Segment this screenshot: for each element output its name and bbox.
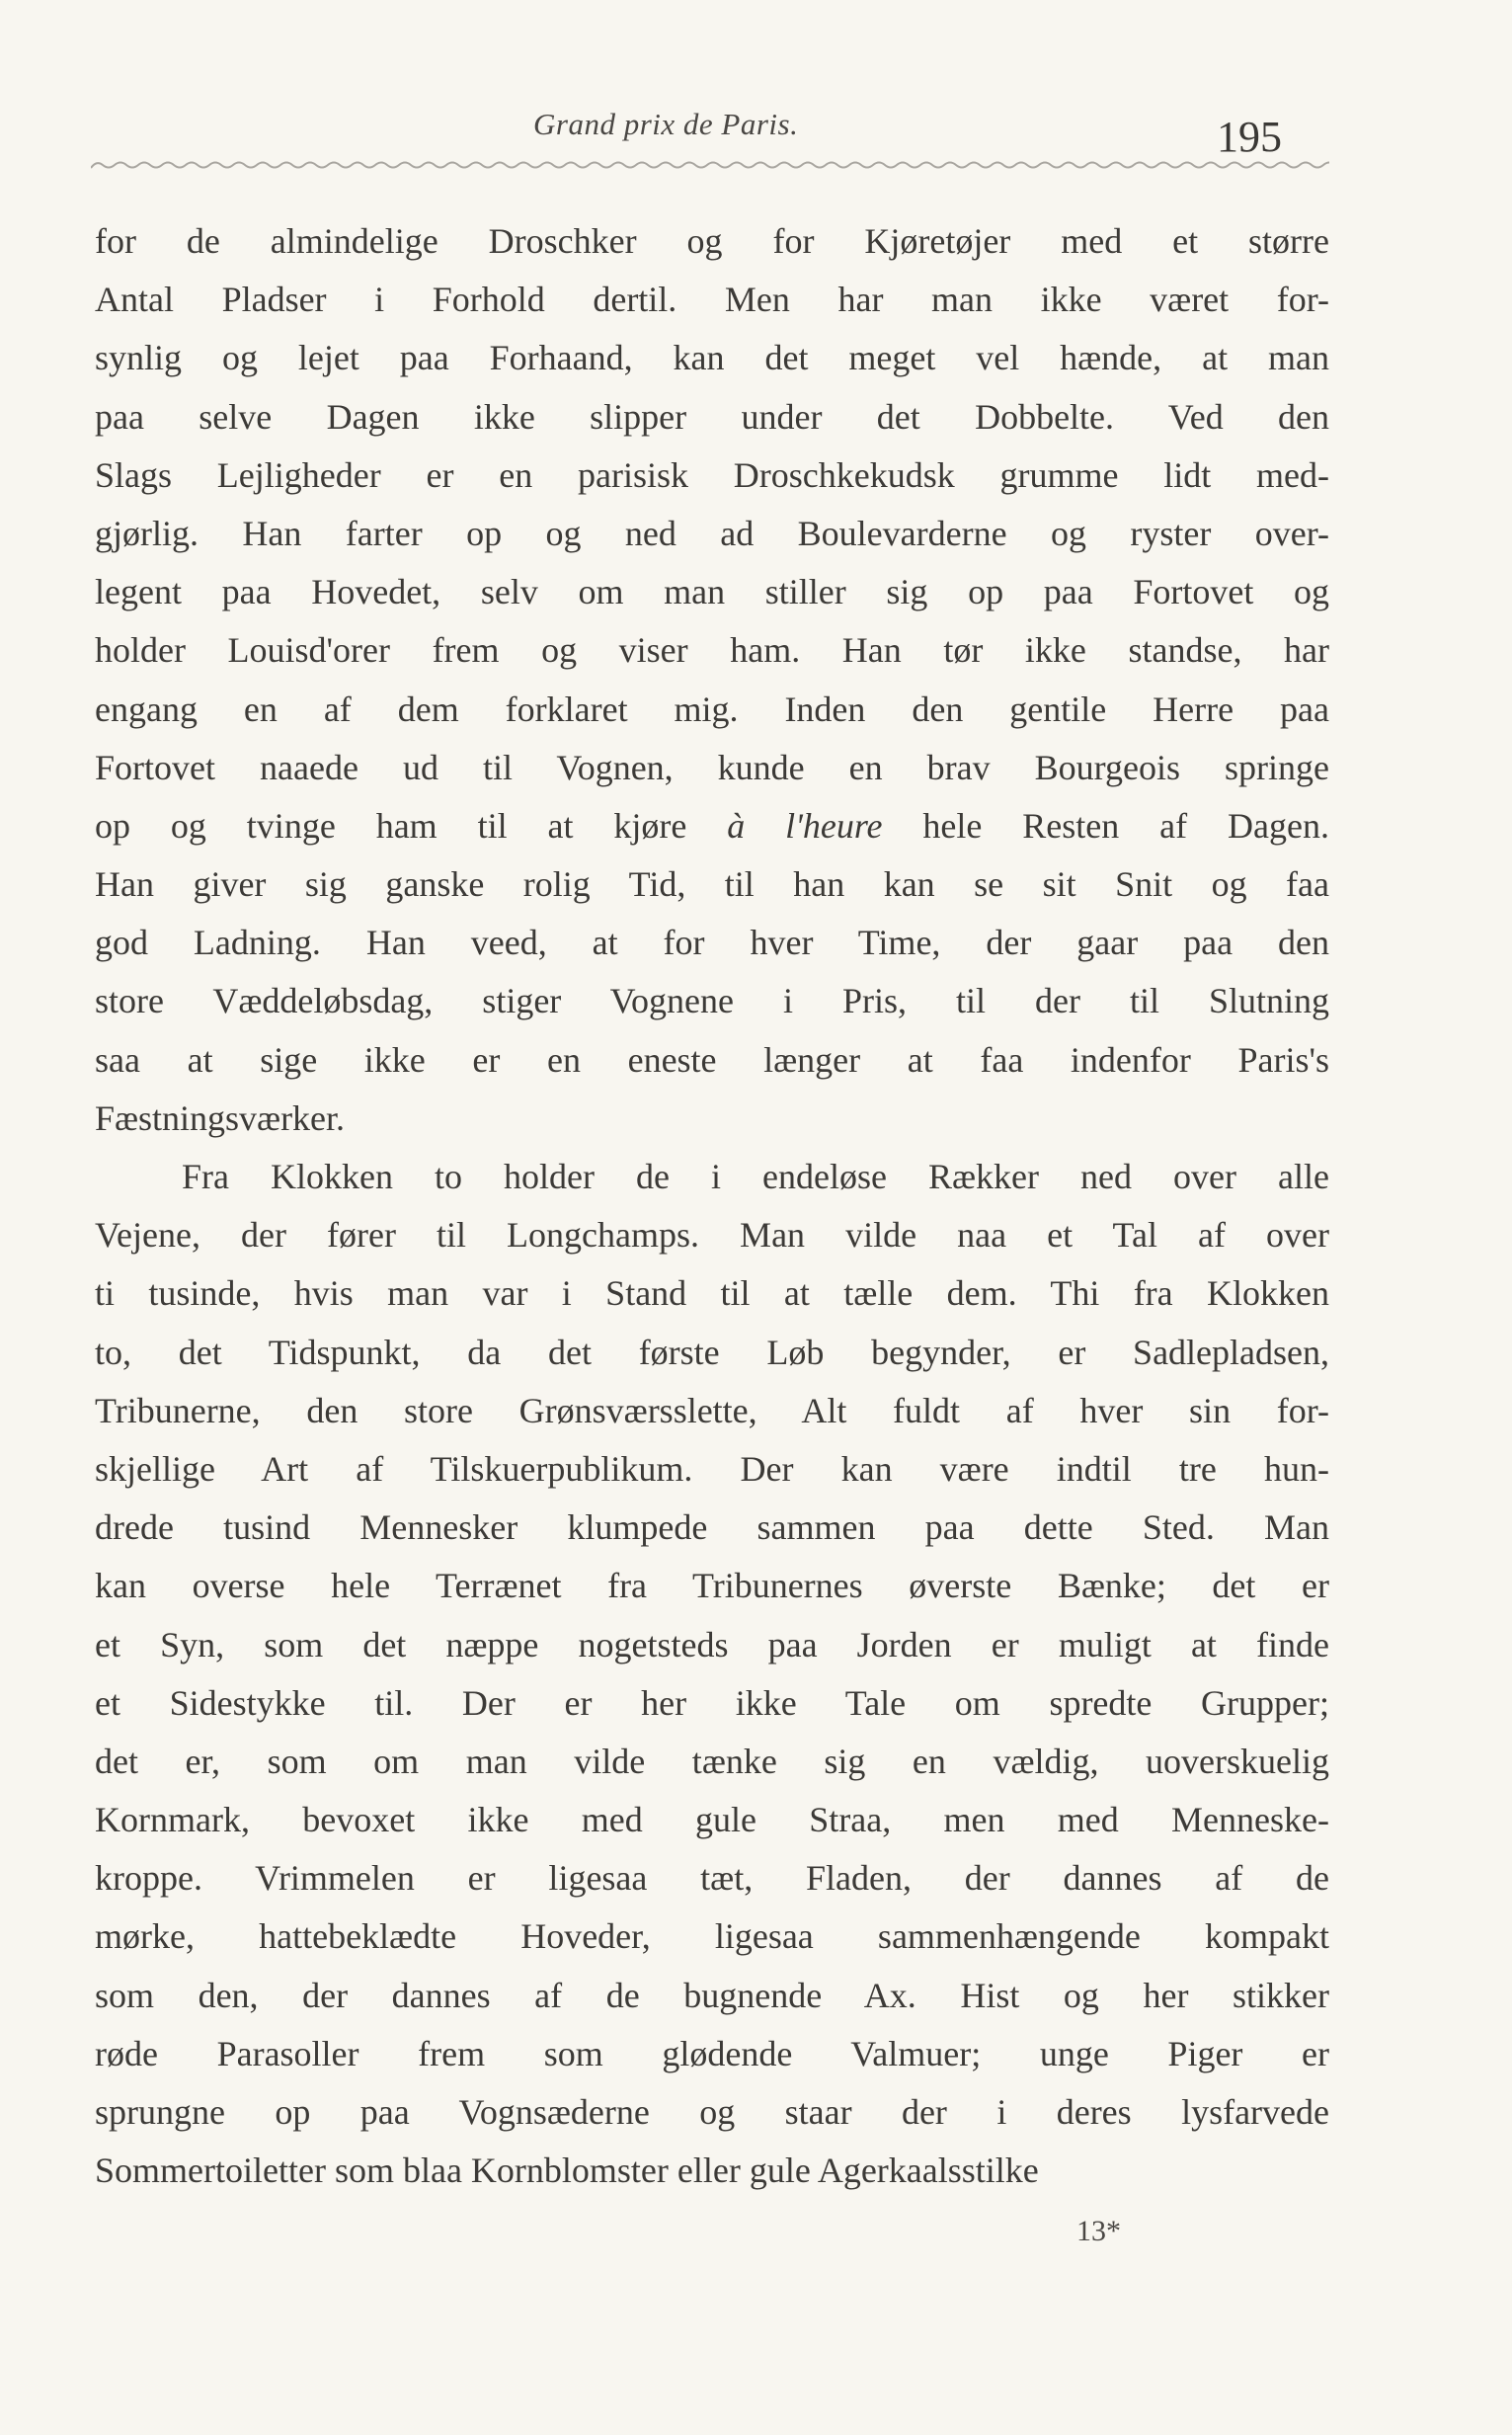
text-line	[95, 914, 1329, 972]
text-run: skjellige Art af Tilskuerpublikum. Der kan være indtil tre hun-	[95, 1448, 1329, 1489]
text-run: for de almindelige Droschker og for Kjøretøjer med et større	[95, 221, 1329, 261]
text-line	[95, 1440, 1329, 1499]
text-line	[95, 2025, 1329, 2083]
text-line	[95, 797, 1329, 855]
text-run: røde Parasoller frem som glødende Valmuer; unge Piger er	[95, 2033, 1329, 2073]
text-line	[95, 563, 1329, 621]
text-line	[95, 1791, 1329, 1849]
text-line	[95, 2142, 1329, 2200]
text-run: et Syn, som det næppe nogetsteds paa Jorden er muligt at finde	[95, 1624, 1329, 1664]
text-line	[95, 855, 1329, 914]
text-run: holder Louisd'orer frem og viser ham. Han tør ikke standse, har	[95, 630, 1329, 671]
text-run: store Væddeløbsdag, stiger Vognene i Pris, til der til Slutning	[95, 981, 1329, 1021]
page-number: 195	[1217, 113, 1282, 161]
text-line	[95, 1967, 1329, 2025]
text-run: op og tvinge ham til at kjøre	[95, 805, 728, 846]
text-line	[95, 972, 1329, 1030]
text-run: som den, der dannes af de bugnende Ax. Hist og her stikker	[95, 1975, 1329, 2015]
signature-mark: 13*	[1076, 2215, 1121, 2247]
text-line	[95, 1499, 1329, 1557]
text-run: sprungne op paa Vognsæderne og staar der i deres lysfarvede	[95, 2092, 1329, 2132]
text-run: Kornmark, bevoxet ikke med gule Straa, men med Menneske-	[95, 1800, 1329, 1840]
text-run: Fæstningsværker.	[95, 1097, 346, 1138]
text-line	[95, 681, 1329, 739]
italic-phrase: à l'heure	[727, 805, 883, 846]
text-line	[95, 621, 1329, 680]
text-line	[95, 212, 1329, 271]
text-line	[95, 329, 1329, 387]
text-line	[95, 1324, 1329, 1382]
text-run: et Sidestykke til. Der er her ikke Tale om spredte Grupper;	[95, 1682, 1329, 1723]
text-line	[95, 1264, 1329, 1323]
text-line	[95, 1674, 1329, 1733]
text-line	[95, 1206, 1329, 1264]
text-line	[95, 505, 1329, 563]
text-line	[95, 1557, 1329, 1615]
text-line	[95, 1849, 1329, 1907]
text-run: Sommertoiletter som blaa Kornblomster eller gule Agerkaalsstilke	[95, 2151, 1039, 2191]
text-line	[95, 739, 1329, 797]
text-run: saa at sige ikke er en eneste længer at faa indenfor Paris's	[95, 1039, 1329, 1080]
text-run: Antal Pladser i Forhold dertil. Men har man ikke været for-	[95, 280, 1329, 320]
text-line	[95, 271, 1329, 329]
text-line	[95, 1907, 1329, 1966]
text-run: to, det Tidspunkt, da det første Løb begynder, er Sadlepladsen,	[95, 1332, 1329, 1372]
text-run: det er, som om man vilde tænke sig en vældig, uoverskuelig	[95, 1741, 1329, 1781]
text-run: ti tusinde, hvis man var i Stand til at tælle dem. Thi fra Klokken	[95, 1273, 1329, 1314]
text-run: Fra Klokken to holder de i endeløse Rækker ned over alle	[182, 1157, 1329, 1196]
text-line	[95, 388, 1329, 446]
text-run: synlig og lejet paa Forhaand, kan det meget vel hænde, at man	[95, 338, 1329, 378]
text-line	[95, 1616, 1329, 1674]
text-run: paa selve Dagen ikke slipper under det Dobbelte. Ved den	[95, 396, 1329, 437]
text-run: engang en af dem forklaret mig. Inden den gentile Herre paa	[95, 689, 1329, 729]
text-line	[95, 2083, 1329, 2142]
text-run: Han giver sig ganske rolig Tid, til han kan se sit Snit og faa	[95, 864, 1329, 905]
text-line	[95, 1382, 1329, 1440]
text-run: kroppe. Vrimmelen er ligesaa tæt, Fladen, der dannes af de	[95, 1858, 1329, 1899]
text-run: gjørlig. Han farter op og ned ad Boulevarderne og ryster over-	[95, 513, 1329, 553]
text-line	[95, 1733, 1329, 1791]
text-run: Tribunerne, den store Grønsværsslette, Alt fuldt af hver sin for-	[95, 1390, 1329, 1430]
text-line	[95, 446, 1329, 505]
text-run: legent paa Hovedet, selv om man stiller sig op paa Fortovet og	[95, 572, 1329, 612]
text-run: drede tusind Mennesker klumpede sammen paa dette Sted. Man	[95, 1507, 1329, 1548]
text-line	[95, 1148, 1329, 1206]
text-run: Slags Lejligheder er en parisisk Droschkekudsk grumme lidt med-	[95, 454, 1329, 495]
body-text	[95, 212, 1329, 2200]
running-title: Grand prix de Paris.	[533, 107, 799, 141]
text-line	[95, 1090, 1329, 1148]
text-run: mørke, hattebeklædte Hoveder, ligesaa sammenhængende kompakt	[95, 1916, 1329, 1957]
text-run: Vejene, der fører til Longchamps. Man vilde naa et Tal af over	[95, 1215, 1329, 1256]
wavy-rule-ornament	[91, 150, 1329, 180]
text-run: Fortovet naaede ud til Vognen, kunde en brav Bourgeois springe	[95, 747, 1329, 787]
text-line	[95, 1031, 1329, 1090]
text-run: god Ladning. Han veed, at for hver Time, der gaar paa den	[95, 923, 1329, 963]
text-run: kan overse hele Terrænet fra Tribunernes øverste Bænke; det er	[95, 1566, 1329, 1606]
text-run: hele Resten af Dagen.	[882, 805, 1329, 846]
